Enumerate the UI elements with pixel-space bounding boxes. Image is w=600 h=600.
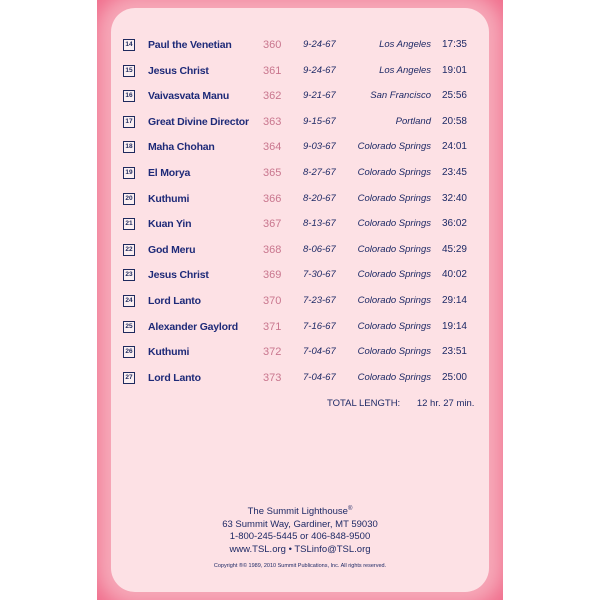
track-row [123, 294, 483, 320]
track-catalog-number: 373 [263, 371, 282, 384]
track-row [123, 38, 483, 64]
track-title: Maha Chohan [148, 141, 215, 154]
track-length: 24:01 [441, 141, 467, 153]
track-title: Lord Lanto [148, 371, 201, 384]
track-location: Colorado Springs [357, 371, 431, 383]
track-location: Colorado Springs [357, 269, 431, 281]
track-row [123, 166, 483, 192]
track-number-box: 26 [123, 346, 135, 358]
track-title: Kuthumi [148, 192, 190, 205]
track-row [123, 268, 483, 294]
track-title: God Meru [148, 243, 196, 256]
track-location: Portland [395, 115, 431, 127]
track-title: El Morya [148, 166, 191, 179]
track-length: 23:45 [441, 166, 467, 178]
track-catalog-number: 365 [263, 166, 282, 179]
track-row [123, 89, 483, 115]
track-catalog-number: 371 [263, 320, 282, 333]
track-location: Colorado Springs [357, 346, 431, 358]
track-catalog-number: 363 [263, 115, 282, 128]
track-row [123, 140, 483, 166]
track-date: 9-15-67 [303, 115, 336, 127]
track-title: Jesus Christ [148, 64, 209, 77]
track-date: 9-24-67 [303, 39, 336, 50]
track-row [123, 345, 483, 371]
track-catalog-number: 362 [263, 90, 282, 103]
track-number-box: 19 [123, 167, 135, 179]
publisher-phone: 1-800-245-5445 or 406-848-9500 [229, 531, 371, 543]
track-date: 7-04-67 [303, 371, 336, 383]
track-length: 20:58 [441, 115, 467, 127]
track-date: 7-23-67 [303, 294, 336, 306]
track-title: Jesus Christ [148, 269, 209, 282]
copyright-notice: Copyright ®© 1989, 2010 Summit Publications, Inc. All rights reserved. [213, 563, 387, 570]
track-length: 17:35 [441, 39, 467, 50]
track-number-box: 23 [123, 269, 135, 281]
track-location: Colorado Springs [357, 218, 431, 230]
track-location: Colorado Springs [357, 141, 431, 153]
track-length: 23:51 [441, 346, 467, 358]
track-title: Vaivasvata Manu [148, 90, 230, 103]
track-location: Colorado Springs [357, 166, 431, 178]
track-title: Lord Lanto [148, 294, 201, 307]
track-length: 40:02 [441, 269, 467, 281]
track-title: Kuan Yin [148, 218, 192, 231]
track-date: 7-16-67 [303, 320, 336, 332]
track-number-box: 24 [123, 295, 135, 307]
track-catalog-number: 368 [263, 243, 282, 256]
track-date: 7-30-67 [303, 269, 336, 281]
track-length: 32:40 [441, 192, 467, 204]
track-date: 9-21-67 [303, 90, 336, 102]
track-length: 45:29 [441, 243, 467, 255]
track-list [123, 38, 483, 396]
track-length: 25:56 [441, 90, 467, 102]
track-number-box: 17 [123, 116, 135, 128]
track-number-box: 21 [123, 218, 135, 230]
track-date: 8-27-67 [303, 166, 336, 178]
track-row [123, 64, 483, 90]
track-number-box: 18 [123, 141, 135, 153]
track-title: Kuthumi [148, 346, 190, 359]
publisher-web: www.TSL.org • TSLinfo@TSL.org [229, 543, 371, 555]
track-date: 9-24-67 [303, 64, 336, 76]
publisher-address: 63 Summit Way, Gardiner, MT 59030 [222, 518, 378, 530]
track-title: Great Divine Director [148, 115, 249, 128]
track-catalog-number: 370 [263, 294, 282, 307]
track-catalog-number: 361 [263, 64, 282, 77]
track-date: 8-20-67 [303, 192, 336, 204]
total-length [327, 398, 474, 409]
track-catalog-number: 372 [263, 346, 282, 359]
track-date: 8-13-67 [303, 218, 336, 230]
track-date: 7-04-67 [303, 346, 336, 358]
track-number-box: 15 [123, 65, 135, 77]
track-location: Colorado Springs [357, 192, 431, 204]
track-length: 19:01 [441, 64, 467, 76]
track-number-box: 20 [123, 193, 135, 205]
track-catalog-number: 367 [263, 218, 282, 231]
track-date: 9-03-67 [303, 141, 336, 153]
total-length-value: 12 hr. 27 min. [416, 398, 475, 409]
track-catalog-number: 364 [263, 141, 282, 154]
track-row [123, 115, 483, 141]
track-catalog-number: 369 [263, 269, 282, 282]
track-location: Colorado Springs [357, 294, 431, 306]
track-number-box: 16 [123, 90, 135, 102]
total-length-label: TOTAL LENGTH: [327, 398, 401, 409]
publisher-footer [97, 503, 503, 570]
track-location: San Francisco [370, 90, 431, 102]
track-catalog-number: 366 [263, 192, 282, 205]
track-location: Los Angeles [379, 64, 431, 76]
track-row [123, 243, 483, 269]
track-row [123, 217, 483, 243]
track-row [123, 192, 483, 218]
track-title: Alexander Gaylord [148, 320, 238, 333]
track-row [123, 320, 483, 346]
track-location: Colorado Springs [357, 243, 431, 255]
track-location: Los Angeles [379, 39, 431, 50]
track-date: 8-06-67 [303, 243, 336, 255]
track-number-box: 22 [123, 244, 135, 256]
track-length: 36:02 [441, 218, 467, 230]
track-row [123, 371, 483, 397]
track-number-box: 25 [123, 321, 135, 333]
track-title: Paul the Venetian [148, 39, 232, 51]
track-number-box: 27 [123, 372, 135, 384]
publisher-name: The Summit Lighthouse® [247, 506, 353, 518]
track-number-box: 14 [123, 39, 135, 51]
track-length: 25:00 [441, 371, 467, 383]
track-length: 29:14 [441, 294, 467, 306]
track-length: 19:14 [441, 320, 467, 332]
track-catalog-number: 360 [263, 39, 282, 51]
track-location: Colorado Springs [357, 320, 431, 332]
